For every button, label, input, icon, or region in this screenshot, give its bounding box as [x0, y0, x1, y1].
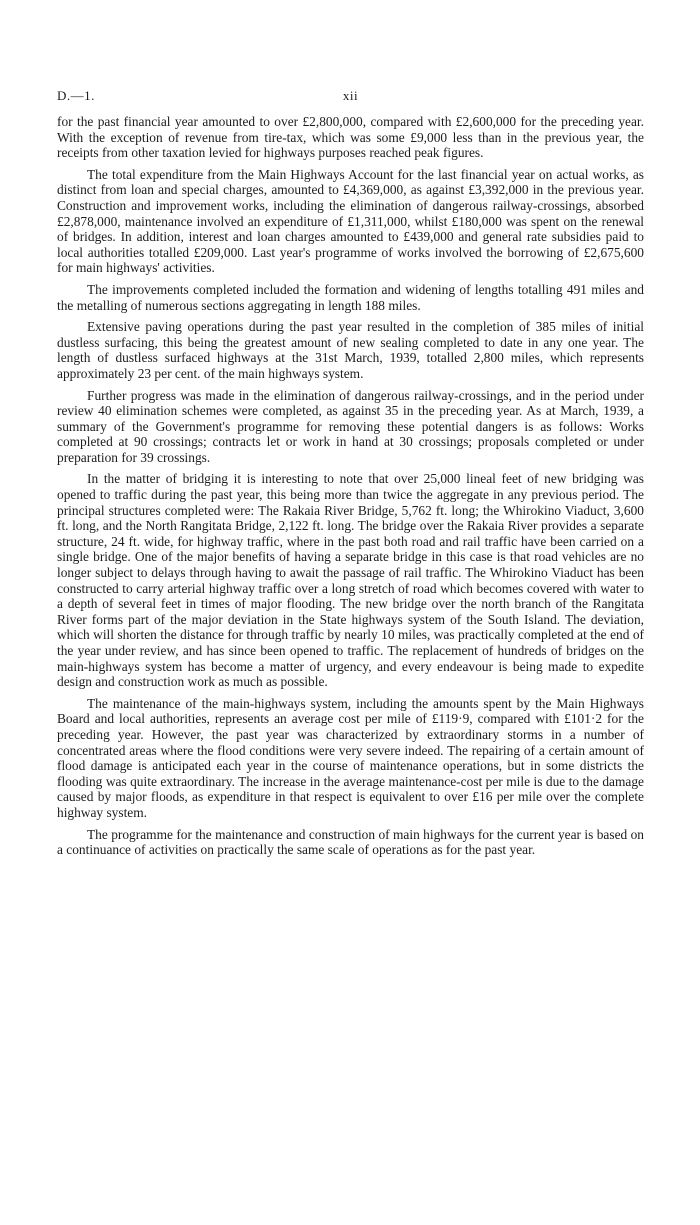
document-page — [57, 88, 644, 864]
paragraph-improvements: The improvements completed included the formation and widening of lengths totalling 491 miles and the metalling of numerous sections aggregating in length 188 miles. — [57, 281, 644, 313]
page-header — [57, 88, 644, 110]
paragraph-paving: Extensive paving operations during the past year resulted in the completion of 385 miles of initial dustless surfacing, this being the greatest amount of new sealing completed to date in any one year. The length of dustless surfaced highways at the 31st March, 1939, totalled 2,800 miles, which represents approximately 23 per cent. of the main highways system. — [57, 319, 644, 381]
paragraph-programme: The programme for the maintenance and construction of main highways for the current year is based on a continuance of activities on practically the same scale of operations as for the past year. — [57, 826, 644, 858]
paragraph-expenditure: The total expenditure from the Main Highways Account for the last financial year on actual works, as distinct from loan and special charges, amounted to £4,369,000, as against £3,392,000 in the previous year. Construction and improvement works, including the elimination of dangerous railway-crossings, absorbed £2,878,000, maintenance involved an expenditure of £1,311,000, whilst £180,000 was spent on the renewal of bridges. In addition, interest and loan charges amounted to £439,000 and general rate subsidies paid to local authorities totalled £209,000. Last year's programme of works involved the borrowing of £2,675,600 for main highways' activities. — [57, 166, 644, 276]
page-number: xii — [342, 88, 359, 103]
paragraph-railway-crossings: Further progress was made in the elimination of dangerous railway-crossings, and in the period under review 40 elimination schemes were completed, as against 35 in the preceding year. As at March, 1939, a summary of the Government's programme for removing these potential dangers is as follows: Works completed at 90 crossings; contracts let or work in hand at 30 crossings; proposals completed or under preparation for 39 crossings. — [57, 387, 644, 465]
paragraph-bridging: In the matter of bridging it is interesting to note that over 25,000 lineal feet of new bridging was opened to traffic during the past year, this being more than twice the aggregate in any previous period. The principal structures completed were: The Rakaia River Bridge, 5,762 ft. long; the Whirokino Viaduct, 3,600 ft. long, and the North Rangitata Bridge, 2,122 ft. long. The bridge over the Rakaia River provides a separate structure, 24 ft. wide, for highway traffic, where in the past both road and rail traffic have been carried on a single bridge. One of the major benefits of having a separate bridge in this case is that road vehicles are no longer subject to delays through having to await the passage of rail traffic. The Whirokino Viaduct has been constructed to carry arterial highway traffic over a long stretch of road which becomes covered with water to a depth of several feet in times of major flooding. The new bridge over the north branch of the Rangitata River forms part of the major deviation in the State highways system of the South Island. The deviation, which will shorten the distance for through traffic by nearly 10 miles, was practically completed at the end of the year under review, and has since been opened to traffic. The replacement of hundreds of bridges on the main-highways system has become a matter of urgency, and every endeavour is being made to expedite design and construction work as much as possible. — [57, 471, 644, 690]
body-text — [57, 114, 644, 858]
document-reference: D.—1. — [57, 88, 95, 103]
paragraph-continuation: for the past financial year amounted to over £2,800,000, compared with £2,600,000 for the preceding year. With the exception of revenue from tire-tax, which was some £9,000 less than in the previous year, the receipts from other taxation levied for highways purposes reached peak figures. — [57, 114, 644, 161]
paragraph-maintenance: The maintenance of the main-highways system, including the amounts spent by the Main Highways Board and local authorities, represents an average cost per mile of £119·9, compared with £101·2 for the preceding year. However, the past year was characterized by extraordinary storms in a number of concentrated areas where the flood conditions were very severe indeed. The repairing of a certain amount of flood damage is anticipated each year in the course of maintenance operations, but in some districts the flooding was quite extraordinary. The increase in the average maintenance-cost per mile is due to the damage caused by major floods, as expenditure in that respect is equivalent to over £16 per mile over the complete highway system. — [57, 695, 644, 820]
